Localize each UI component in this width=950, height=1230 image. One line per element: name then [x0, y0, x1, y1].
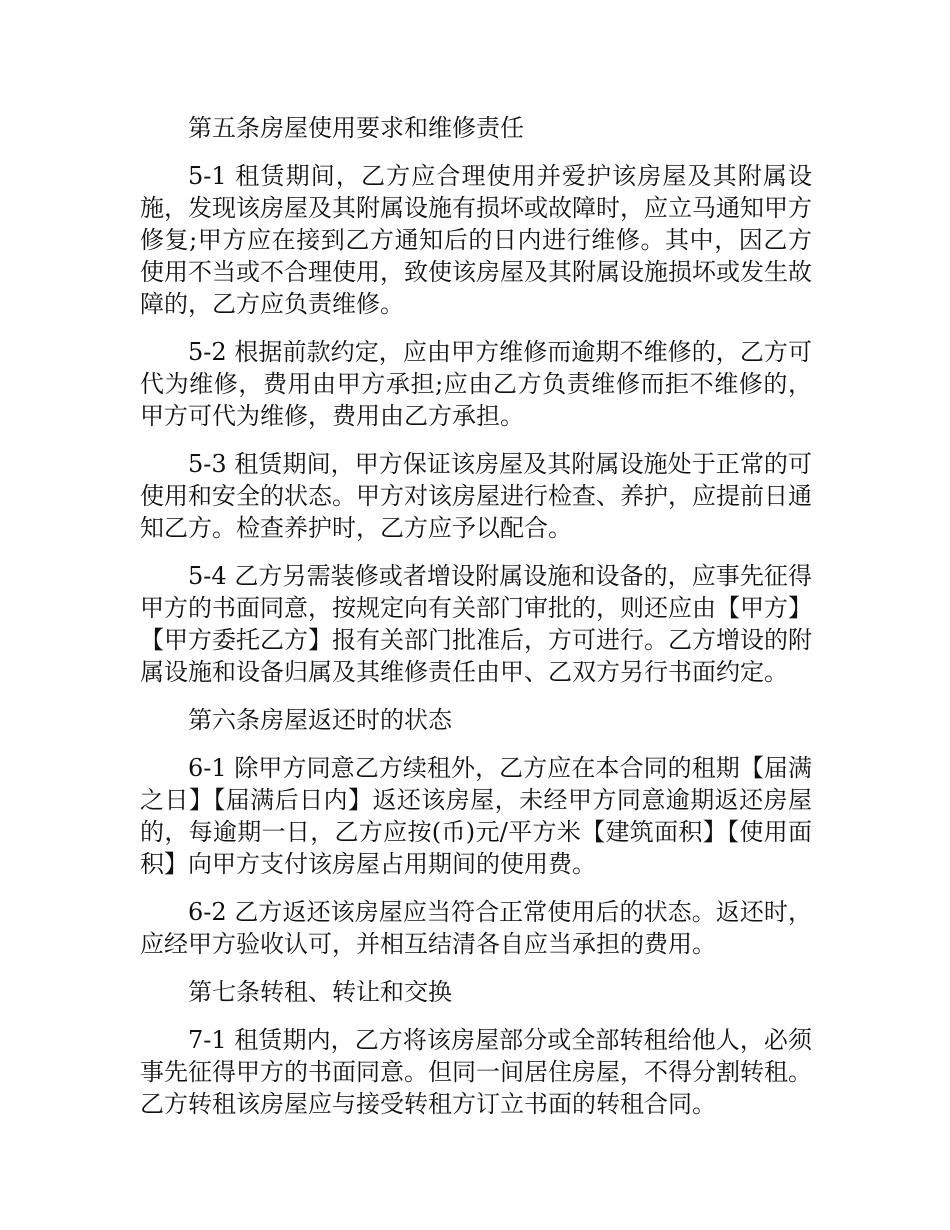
clause-5-4: 5-4 乙方另需装修或者增设附属设施和设备的，应事先征得甲方的书面同意，按规定向有关部门审批的，则还应由【甲方】【甲方委托乙方】报有关部门批准后，方可进行。乙方增设的附属设施和设备归属及其维修责任由甲、乙双方另行书面约定。: [140, 562, 812, 686]
clause-5-3: 5-3 租赁期间，甲方保证该房屋及其附属设施处于正常的可使用和安全的状态。甲方对该房屋进行检查、养护，应提前日通知乙方。检查养护时，乙方应予以配合。: [140, 450, 812, 542]
article-6-heading: 第六条房屋返还时的状态: [188, 706, 452, 734]
article-5-heading: 第五条房屋使用要求和维修责任: [188, 114, 524, 142]
clause-5-2: 5-2 根据前款约定，应由甲方维修而逾期不维修的，乙方可代为维修，费用由甲方承担;应由乙方负责维修而拒不维修的，甲方可代为维修，费用由乙方承担。: [140, 338, 812, 430]
article-7-heading: 第七条转租、转让和交换: [188, 978, 452, 1006]
clause-7-1: 7-1 租赁期内，乙方将该房屋部分或全部转租给他人，必须事先征得甲方的书面同意。但同一间居住房屋，不得分割转租。乙方转租该房屋应与接受转租方订立书面的转租合同。: [140, 1026, 812, 1118]
clause-6-2: 6-2 乙方返还该房屋应当符合正常使用后的状态。返还时，应经甲方验收认可，并相互结清各自应当承担的费用。: [140, 898, 812, 958]
clause-6-1: 6-1 除甲方同意乙方续租外，乙方应在本合同的租期【届满之日】【届满后日内】返还该房屋，未经甲方同意逾期返还房屋的，每逾期一日，乙方应按(币)元/平方米【建筑面积】【使用面积】向甲方支付该房屋占用期间的使用费。: [140, 754, 812, 878]
document-body: [140, 112, 812, 1136]
clause-5-1: 5-1 租赁期间，乙方应合理使用并爱护该房屋及其附属设施，发现该房屋及其附属设施有损坏或故障时，应立马通知甲方修复;甲方应在接到乙方通知后的日内进行维修。其中，因乙方使用不当或不合理使用，致使该房屋及其附属设施损坏或发生故障的，乙方应负责维修。: [140, 162, 812, 318]
